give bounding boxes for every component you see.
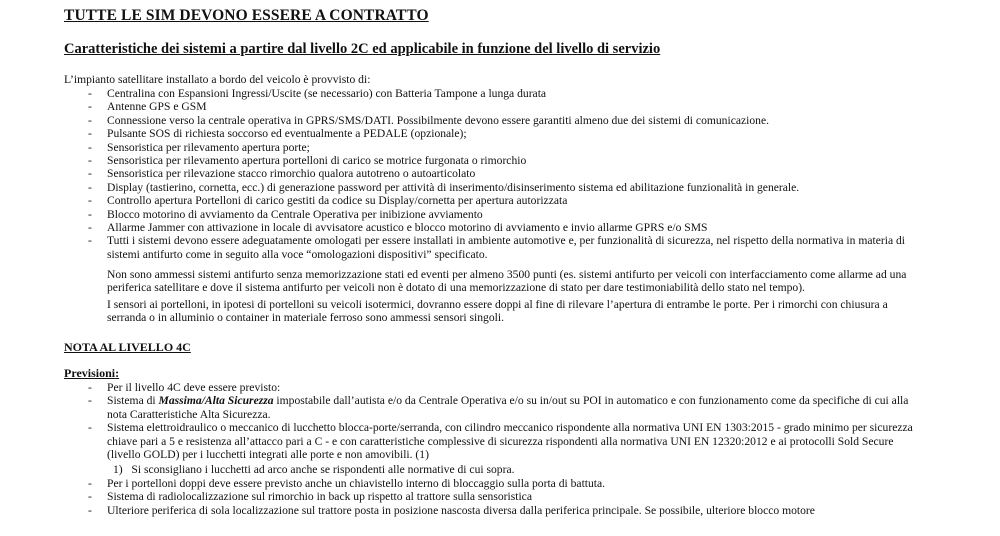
- list-item: - Sistema di radiolocalizzazione sul rimorchio in back up rispetto al trattore sulla sensoristica: [88, 490, 532, 504]
- footnote: 1) Si sconsigliano i lucchetti ad arco anche se rispondenti alle normative di cui sopra.: [113, 463, 515, 476]
- list-item: - Allarme Jammer con attivazione in locale di avvisatore acustico e blocco motorino di avviamento e invio allarme GPRS e/o SMS: [88, 221, 708, 235]
- note-heading: NOTA AL LIVELLO 4C: [64, 340, 191, 354]
- list-item: - Centralina con Espansioni Ingressi/Uscite (se necessario) con Batteria Tampone a lunga durata: [88, 87, 547, 100]
- sensors-paragraph: I sensori ai portelloni, in ipotesi di portelloni su veicoli isotermici, dovranno essere doppi al fine di rilevare l’apertura di entrambe le porte. Per i rimorchi con chiusura a serranda o in alluminio o container in materiale ferroso sono ammessi sensori singoli.: [107, 298, 888, 325]
- list-item: - Antenne GPS e GSM: [88, 100, 207, 114]
- list-item: - Per il livello 4C deve essere previsto:: [88, 381, 281, 394]
- provisions-heading: Previsioni:: [64, 366, 120, 380]
- list-item: - Controllo apertura Portelloni di carico gestiti da codice su Display/cornetta per apertura autorizzata: [88, 194, 568, 208]
- provisions-list-cont: [0, 477, 927, 517]
- intro-text: L’impianto satellitare installato a bordo del veicolo è provvisto di:: [64, 73, 371, 86]
- page-title: TUTTE LE SIM DEVONO ESSERE A CONTRATTO: [64, 7, 429, 24]
- memory-paragraph: Non sono ammessi sistemi antifurto senza memorizzazione stati ed eventi per almeno 3500 punti (es. sistemi antifurto per veicoli con interfacciamento come allarme ad una periferica satellitare e dove il sistema antifurto per veicoli non è dotato di una memorizzazione di stato per dare testimoniabilità dello stato nel tempo).: [107, 268, 907, 295]
- list-item: - Sensoristica per rilevamento apertura portelloni di carico se motrice furgonata o rimorchio: [88, 154, 527, 168]
- list-item: - Connessione verso la centrale operativa in GPRS/SMS/DATI. Possibilmente devono essere garantiti almeno due dei sistemi di comunicazione.: [88, 113, 769, 127]
- list-item: - Sensoristica per rilevamento apertura porte;: [88, 140, 310, 154]
- list-item: - Ulteriore periferica di sola localizzazione sul trattore posta in posizione nascosta diversa dalla periferica principale. Se possibile, ulteriore blocco motore: [88, 503, 815, 517]
- list-item: - Pulsante SOS di richiesta soccorso ed eventualmente a PEDALE (opzionale);: [88, 127, 467, 141]
- list-item: - Display (tastierino, cornetta, ecc.) di generazione password per attività di inserimento/disinserimento sistema ed abilitazione funzionalità in generale.: [88, 180, 800, 194]
- list-item: - Sensoristica per rilevazione stacco rimorchio qualora autotreno o autoarticolato: [88, 167, 476, 181]
- provisions-list: [0, 381, 927, 461]
- list-item: - Blocco motorino di avviamento da Centrale Operativa per inibizione avviamento: [88, 207, 483, 221]
- features-list: [0, 87, 927, 261]
- list-item: - Per i portelloni doppi deve essere previsto anche un chiavistello interno di bloccaggio sulla porta di battuta.: [88, 477, 606, 490]
- list-item: - Sistema elettroidraulico o meccanico di lucchetto blocca-porte/serranda, con cilindro meccanico rispondente alla normativa UNI EN 1303:2015 - grado minimo per sicurezza chiave pari a 5 e resistenza all’attacco pari a C - e con caratteristiche complessive di sicurezza rispondenti alla normativa UNI EN 12320:2012 e ai protocolli Sold Secure (livello GOLD) per i lucchetti integrati alle porte e non amovibili. (1): [88, 421, 913, 462]
- list-item: - Tutti i sistemi devono essere adeguatamente omologati per essere installati in ambiente automotive e, per funzionalità di sicurezza, nel rispetto della normativa in materia di sistemi antifurto come in seguito alla voce “omologazioni dispositivi” specificato.: [88, 234, 906, 261]
- section-subtitle: Caratteristiche dei sistemi a partire dal livello 2C ed applicabile in funzione del livello di servizio: [64, 41, 661, 57]
- list-item: - Sistema di Massima/Alta Sicurezza impostabile dall’autista e/o da Centrale Operativa e/o su in/out su POI in automatico e con funzionamento come da specifiche di cui alla nota Caratteristiche Alta Sicurezza.: [88, 394, 909, 421]
